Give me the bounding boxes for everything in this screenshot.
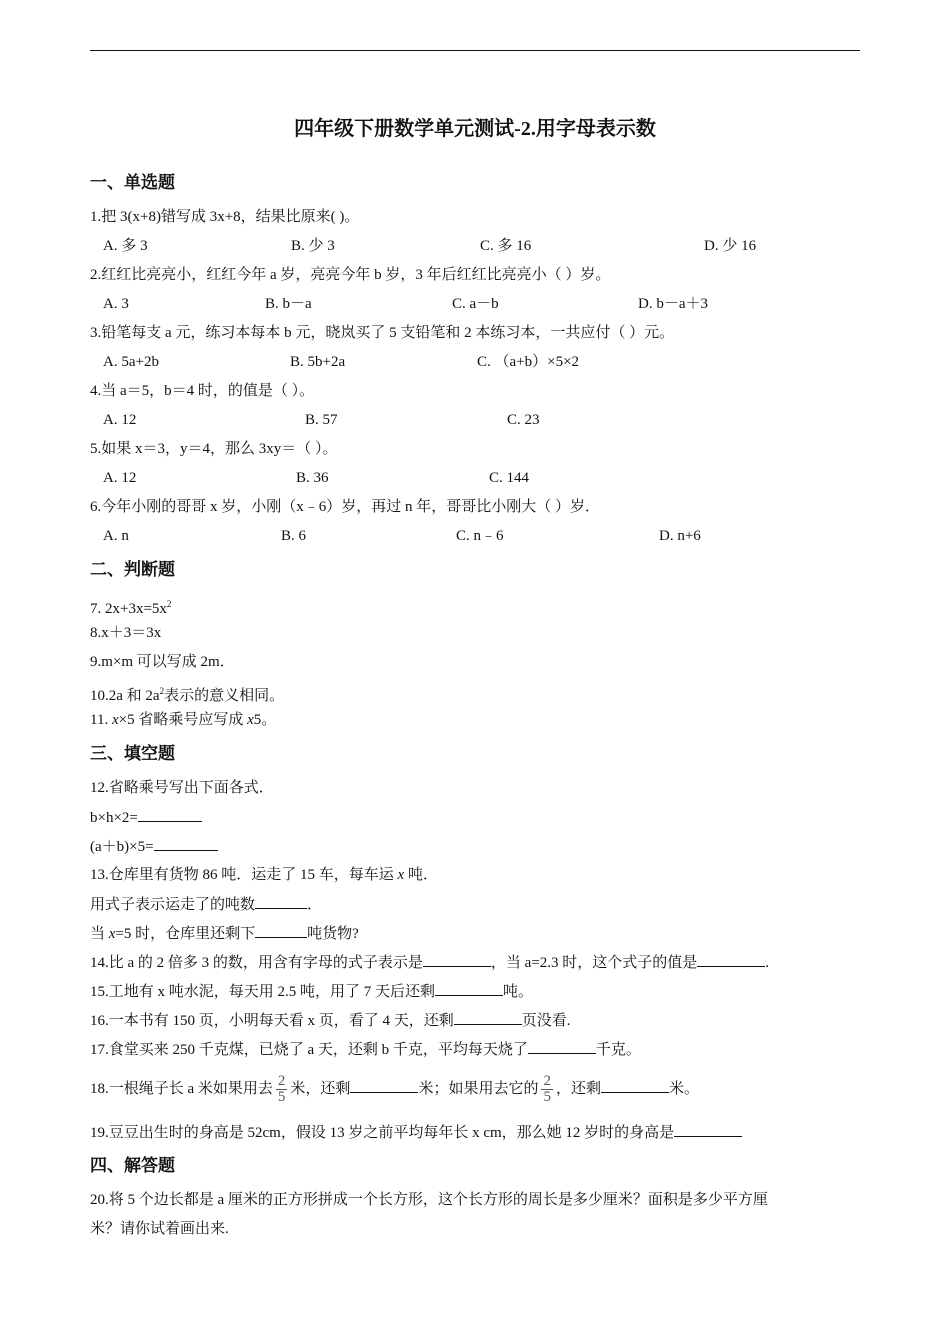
question-20-line-1: 20.将 5 个边长都是 a 厘米的正方形拼成一个长方形，这个长方形的周长是多少厘米？面积是多少平方厘: [90, 1192, 768, 1208]
q6-option-b[interactable]: B. 6: [281, 528, 307, 544]
question-20-line-2: 米？请你试着画出来.: [90, 1221, 229, 1237]
q13-var-x: x: [397, 867, 405, 883]
q5-option-c[interactable]: C. 144: [489, 470, 530, 486]
q13-text-a: 13.仓库里有货物 86 吨．运走了 15 车，每车运: [90, 867, 398, 883]
q6-option-c[interactable]: C. n﹣6: [456, 528, 504, 544]
q6-option-a[interactable]: A. n: [103, 528, 129, 544]
question-10: [90, 681, 284, 706]
q18-text-d: ，还剩: [555, 1081, 601, 1097]
question-16: [90, 1010, 571, 1031]
q13-line-1: [90, 894, 322, 915]
answer-blank[interactable]: [454, 1010, 522, 1025]
answer-blank[interactable]: [138, 807, 202, 822]
q6-option-d[interactable]: D. n+6: [659, 528, 701, 544]
q13-l1-end: ．: [307, 897, 323, 913]
q4-option-a[interactable]: A. 12: [103, 412, 137, 428]
answer-blank[interactable]: [350, 1078, 418, 1093]
question-18: [90, 1072, 699, 1106]
q14-text-c: .: [765, 955, 770, 971]
q16-text-b: 页没看.: [521, 1013, 571, 1029]
answer-blank[interactable]: [423, 952, 491, 967]
q13-l2-var-x: x: [108, 926, 116, 942]
q12-line-2: [90, 836, 218, 857]
q18-text-e: 米。: [668, 1081, 699, 1097]
q18-text-a: 18.一根绳子长 a 米如果用去: [90, 1081, 273, 1097]
fraction-two-fifths: [541, 1074, 553, 1105]
question-2: 2.红红比亮亮小，红红今年 a 岁，亮亮今年 b 岁，3 年后红红比亮亮小（ ）岁。: [90, 267, 611, 283]
question-6: 6.今年小刚的哥哥 x 岁，小刚（x﹣6）岁，再过 n 年，哥哥比小刚大（ ）岁．: [90, 499, 601, 515]
q15-text-b: 吨。: [503, 984, 534, 1000]
q2-option-d[interactable]: D. b－a＋3: [638, 296, 708, 312]
q12-expr-1: b×h×2=: [90, 810, 138, 826]
fraction-denominator: 5: [277, 1089, 286, 1106]
q13-l2-text-b: =5 时，仓库里还剩下: [115, 926, 256, 942]
question-14: [90, 952, 769, 973]
section-heading-true-false: 二、判断题: [90, 560, 175, 579]
q1-option-c[interactable]: C. 多 16: [480, 238, 532, 254]
q3-option-b[interactable]: B. 5b+2a: [290, 354, 346, 370]
q12-expr-2: (a＋b)×5=: [90, 839, 154, 855]
question-13: [90, 865, 438, 885]
q11-text-a: 11.: [90, 712, 112, 728]
q19-text-a: 19.豆豆出生时的身高是 52cm，假设 13 岁之前平均每年长 x cm，那么她 12 岁时的身高是: [90, 1125, 675, 1141]
section-heading-solve: 四、解答题: [90, 1156, 175, 1175]
fraction-two-fifths: [276, 1074, 288, 1105]
top-rule: [90, 50, 860, 51]
q15-text-a: 15.工地有 x 吨水泥，每天用 2.5 吨，用了 7 天后还剩: [90, 984, 436, 1000]
q3-option-a[interactable]: A. 5a+2b: [103, 354, 159, 370]
question-5: 5.如果 x＝3，y＝4，那么 3xy＝（ ）。: [90, 441, 338, 457]
section-heading-fill-blank: 三、填空题: [90, 744, 175, 763]
answer-blank[interactable]: [697, 952, 765, 967]
question-11: [90, 710, 276, 730]
q13-line-2: [90, 923, 359, 944]
answer-blank[interactable]: [255, 894, 307, 909]
question-9: 9.m×m 可以写成 2m．: [90, 654, 235, 670]
answer-blank[interactable]: [528, 1039, 596, 1054]
q7-text: 7. 2x+3x=5x: [90, 601, 167, 617]
answer-blank[interactable]: [255, 923, 307, 938]
section-heading-single-choice: 一、单选题: [90, 173, 175, 192]
q10-exponent: 2: [159, 686, 165, 696]
q11-text-c: 5。: [253, 712, 277, 728]
q2-option-a[interactable]: A. 3: [103, 296, 129, 312]
q12-line-1: [90, 807, 202, 828]
q7-exponent: 2: [166, 599, 172, 609]
q11-text-b: ×5 省略乘号应写成: [118, 712, 248, 728]
question-3: 3.铅笔每支 a 元，练习本每本 b 元，晓岚买了 5 支铅笔和 2 本练习本，一共应付（ ）元。: [90, 325, 675, 341]
question-8: 8.x＋3＝3x: [90, 625, 162, 641]
fraction-numerator: 2: [277, 1073, 286, 1090]
fraction-denominator: 5: [543, 1089, 551, 1106]
answer-blank[interactable]: [435, 981, 503, 996]
q1-option-a[interactable]: A. 多 3: [103, 238, 148, 254]
q4-option-c[interactable]: C. 23: [507, 412, 540, 428]
fraction-numerator: 2: [543, 1073, 551, 1090]
q2-option-b[interactable]: B. b－a: [265, 296, 312, 312]
answer-blank[interactable]: [154, 836, 218, 851]
q4-option-b[interactable]: B. 57: [305, 412, 338, 428]
q1-option-b[interactable]: B. 少 3: [291, 238, 335, 254]
question-19: [90, 1122, 742, 1143]
answer-blank[interactable]: [674, 1122, 742, 1137]
q17-text-a: 17.食堂买来 250 千克煤，已烧了 a 天，还剩 b 千克，平均每天烧了: [90, 1042, 528, 1058]
question-17: [90, 1039, 641, 1060]
question-12: 12.省略乘号写出下面各式．: [90, 780, 274, 796]
q11-var-x2: x: [247, 712, 254, 728]
question-7: [90, 594, 171, 619]
q13-l2-text-a: 当: [90, 926, 109, 942]
answer-blank[interactable]: [601, 1078, 669, 1093]
q14-text-b: ，当 a=2.3 时，这个式子的值是: [490, 955, 698, 971]
q3-option-c[interactable]: C. （a+b）×5×2: [477, 354, 580, 370]
q10-text-a: 10.2a 和 2a: [90, 688, 160, 704]
q14-text-a: 14.比 a 的 2 倍多 3 的数，用含有字母的式子表示是: [90, 955, 423, 971]
q1-option-d[interactable]: D. 少 16: [704, 238, 757, 254]
q18-text-c: 米；如果用去它的: [418, 1081, 539, 1097]
q10-text-b: 表示的意义相同。: [164, 688, 285, 704]
page-title: 四年级下册数学单元测试-2.用字母表示数: [294, 118, 656, 140]
question-1: 1.把 3(x+8)错写成 3x+8，结果比原来( )。: [90, 209, 360, 225]
q2-option-c[interactable]: C. a－b: [452, 296, 499, 312]
q16-text-a: 16.一本书有 150 页，小明每天看 x 页，看了 4 天，还剩: [90, 1013, 454, 1029]
question-15: [90, 981, 533, 1002]
q11-var-x: x: [111, 712, 119, 728]
q5-option-a[interactable]: A. 12: [103, 470, 137, 486]
q13-text-b: 吨．: [404, 867, 438, 883]
q18-text-b: 米，还剩: [290, 1081, 351, 1097]
question-4: 4.当 a＝5，b＝4 时，的值是（ ）。: [90, 383, 315, 399]
q5-option-b[interactable]: B. 36: [296, 470, 329, 486]
q13-l2-text-c: 吨货物?: [307, 926, 359, 942]
q17-text-b: 千克。: [595, 1042, 641, 1058]
q13-l1-text: 用式子表示运走了的吨数: [90, 897, 256, 913]
